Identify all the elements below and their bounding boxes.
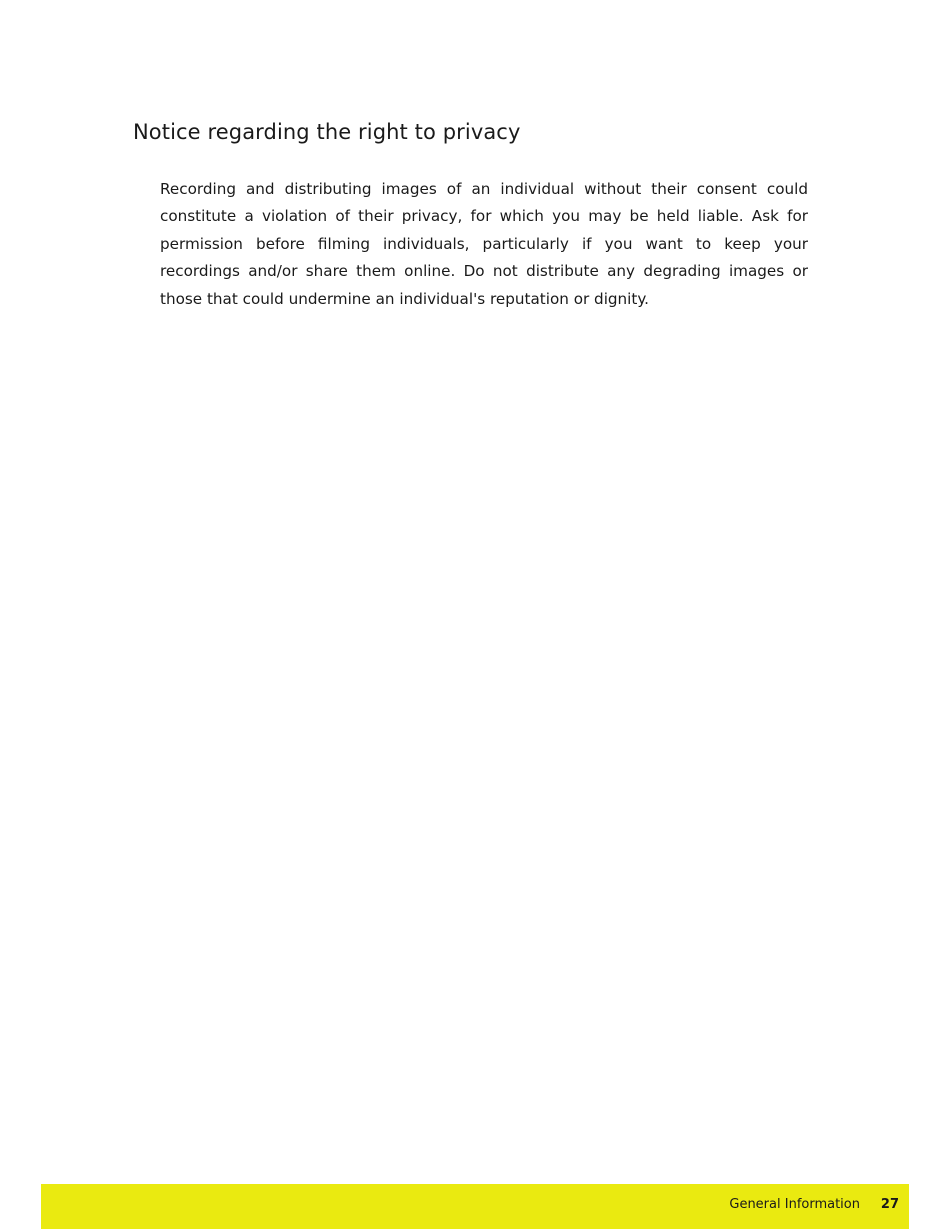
footer-section-label: General Information: [729, 1197, 860, 1212]
page-number: 27: [880, 1197, 899, 1212]
section-title: Notice regarding the right to privacy: [133, 120, 521, 144]
footer-bar: [41, 1184, 909, 1229]
privacy-notice-paragraph: Recording and distributing images of an individual without their consent could constitute a violation of their privacy, for which you may be held liable. Ask for permission before filming individuals, particularly if you want to keep your recordings and/or share them online. Do not distribute any degrading images or those that could undermine an individual's reputation or dignity.: [160, 180, 808, 308]
